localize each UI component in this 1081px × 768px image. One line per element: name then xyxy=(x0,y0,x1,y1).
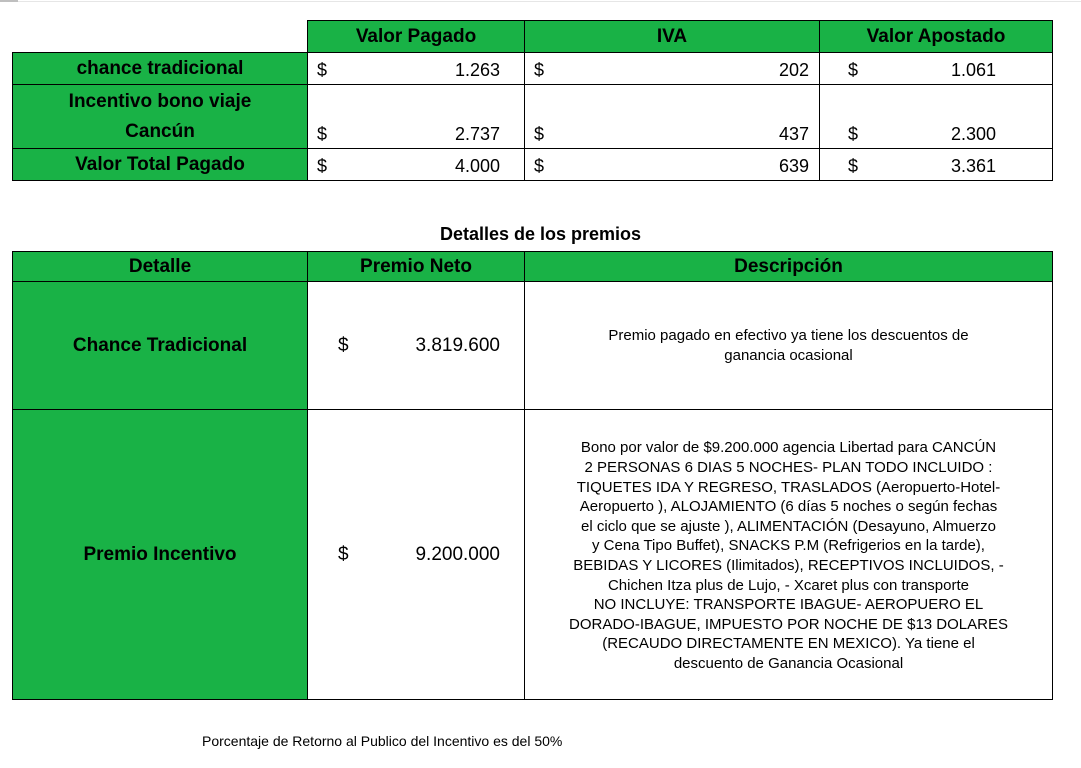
descripcion-cell xyxy=(525,282,1053,410)
descripcion-cell xyxy=(525,410,1053,700)
row-label-chance-tradicional: Chance Tradicional xyxy=(13,282,308,410)
prizes-header-row xyxy=(13,252,1053,282)
premio-neto-value: 9.200.000 xyxy=(415,543,500,565)
valor-pagado-value: 2.737 xyxy=(454,124,500,144)
valor-apostado-value: 2.300 xyxy=(950,124,996,144)
row-label-premio-incentivo: Premio Incentivo xyxy=(13,410,308,700)
valor-pagado-cell xyxy=(308,53,525,85)
currency-sign: $ xyxy=(534,156,545,176)
premio-neto-cell xyxy=(308,282,525,410)
row-label-incentivo xyxy=(13,85,308,149)
header-iva: IVA xyxy=(525,21,820,53)
iva-value: 437 xyxy=(778,124,809,144)
currency-sign: $ xyxy=(848,60,859,80)
table-row xyxy=(13,149,1053,181)
header-valor-apostado: Valor Apostado xyxy=(820,21,1053,53)
valor-pagado-cell xyxy=(308,85,525,149)
row-label-line: Incentivo bono viaje xyxy=(68,91,252,112)
valor-apostado-cell xyxy=(820,53,1053,85)
currency-sign: $ xyxy=(534,60,545,80)
iva-cell xyxy=(525,149,820,181)
descripcion-line: 2 PERSONAS 6 DIAS 5 NOCHES- PLAN TODO INCLUIDO : xyxy=(584,459,993,477)
header-valor-pagado: Valor Pagado xyxy=(308,21,525,53)
iva-cell xyxy=(525,53,820,85)
premio-neto-value: 3.819.600 xyxy=(415,334,500,356)
valor-pagado-cell xyxy=(308,149,525,181)
currency-sign: $ xyxy=(317,156,328,176)
iva-value: 639 xyxy=(778,156,809,176)
valor-apostado-value: 1.061 xyxy=(950,60,996,80)
descripcion-line: y Cena Tipo Buffet), SNACKS P.M (Refrigerios en la tarde), xyxy=(592,537,985,555)
descripcion-line: Bono por valor de $9.200.000 agencia Libertad para CANCÚN xyxy=(580,439,997,457)
payment-table xyxy=(12,20,1053,181)
currency-sign: $ xyxy=(317,124,328,144)
descripcion-line: Chichen Itza plus de Lujo, - Xcaret plus con transporte xyxy=(607,576,970,594)
payment-header-row xyxy=(13,21,1053,53)
currency-sign: $ xyxy=(848,156,859,176)
descripcion-line: descuento de Ganancia Ocasional xyxy=(673,654,904,672)
descripcion-line: TIQUETES IDA Y REGRESO, TRASLADOS (Aeropuerto-Hotel- xyxy=(576,478,1001,496)
header-detalle: Detalle xyxy=(13,252,308,282)
corner-mark xyxy=(0,0,18,2)
footer-note: Porcentaje de Retorno al Publico del Incentivo es del 50% xyxy=(202,733,563,749)
descripcion-line: ganancia ocasional xyxy=(724,346,853,364)
header-premio-neto: Premio Neto xyxy=(308,252,525,282)
descripcion-line: NO INCLUYE: TRANSPORTE IBAGUE- AEROPUERO EL xyxy=(593,596,984,614)
table-row xyxy=(13,53,1053,85)
descripcion-line: Aeropuerto ), ALOJAMIENTO (6 días 5 noches o según fechas xyxy=(579,498,998,516)
currency-sign: $ xyxy=(848,124,859,144)
valor-pagado-value: 4.000 xyxy=(454,156,500,176)
row-label-total: Valor Total Pagado xyxy=(13,149,308,181)
table-row xyxy=(13,282,1053,410)
descripcion-line: DORADO-IBAGUE, IMPUESTO POR NOCHE DE $13 DOLARES xyxy=(569,615,1008,633)
descripcion-line: (RECAUDO DIRECTAMENTE EN MEXICO). Ya tiene el xyxy=(602,635,975,653)
table-row xyxy=(13,85,1053,149)
descripcion-line: BEBIDAS Y LICORES (Ilimitados), RECEPTIVOS INCLUIDOS, - xyxy=(573,557,1004,574)
currency-sign: $ xyxy=(338,543,349,565)
valor-apostado-value: 3.361 xyxy=(950,156,996,176)
descripcion-line: el ciclo que se ajuste ), ALIMENTACIÓN (Desayuno, Almuerzo xyxy=(581,517,996,535)
row-label-chance: chance tradicional xyxy=(13,53,308,85)
premio-neto-cell xyxy=(308,410,525,700)
valor-apostado-cell xyxy=(820,85,1053,149)
table-row xyxy=(13,410,1053,700)
prizes-title: Detalles de los premios xyxy=(439,224,642,244)
currency-sign: $ xyxy=(338,334,349,356)
top-rule xyxy=(18,1,1081,2)
iva-value: 202 xyxy=(778,60,809,80)
header-empty-cell xyxy=(13,21,308,53)
currency-sign: $ xyxy=(534,124,545,144)
header-descripcion: Descripción xyxy=(525,252,1053,282)
valor-pagado-value: 1.263 xyxy=(454,60,500,80)
valor-apostado-cell xyxy=(820,149,1053,181)
descripcion-line: Premio pagado en efectivo ya tiene los descuentos de xyxy=(608,326,969,344)
prizes-table xyxy=(12,251,1053,700)
row-label-line: Cancún xyxy=(125,121,195,142)
currency-sign: $ xyxy=(317,60,328,80)
iva-cell xyxy=(525,85,820,149)
